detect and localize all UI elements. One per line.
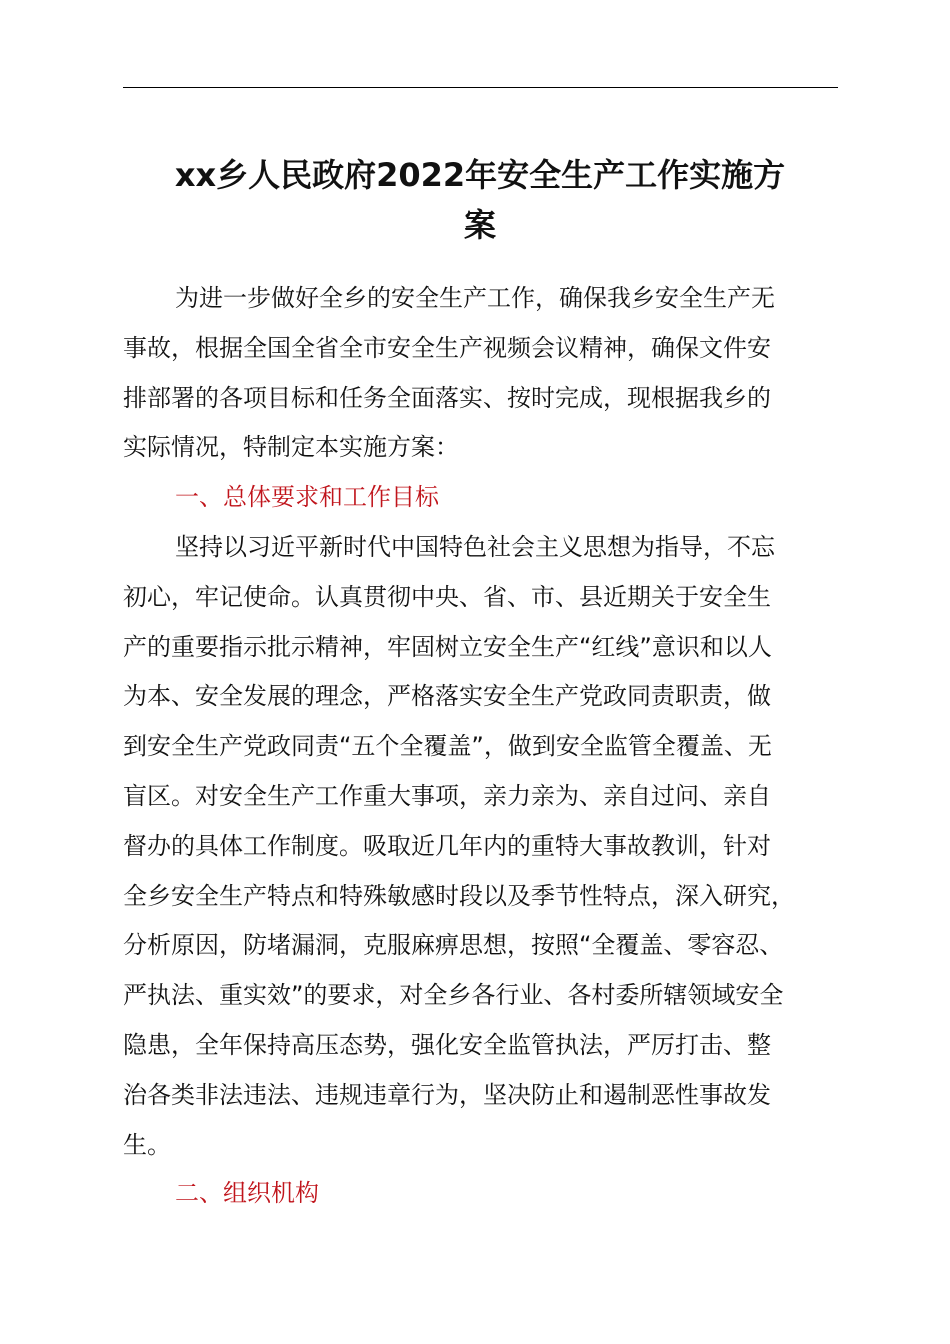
title-line: 案	[463, 206, 496, 244]
paragraph-line: 全乡安全生产特点和特殊敏感时段以及季节性特点，深入研究，	[123, 881, 795, 910]
paragraph-line: 事故，根据全国全省全市安全生产视频会议精神，确保文件安	[123, 333, 771, 362]
title-line: xx乡人民政府2022年安全生产工作实施方	[174, 156, 786, 194]
section-heading-1: 一、总体要求和工作目标	[175, 483, 439, 511]
paragraph-line: 分析原因，防堵漏洞，克服麻痹思想，按照“全覆盖、零容忍、	[123, 931, 784, 960]
paragraph-line: 盲区。对安全生产工作重大事项，亲力亲为、亲自过问、亲自	[123, 781, 771, 810]
paragraph-line: 排部署的各项目标和任务全面落实、按时完成，现根据我乡的	[123, 383, 771, 412]
paragraph-line: 为本、安全发展的理念，严格落实安全生产党政同责职责，做	[123, 682, 771, 711]
paragraph-line: 生。	[123, 1130, 171, 1159]
paragraph-line: 治各类非法违法、违规违章行为，坚决防止和遏制恶性事故发	[123, 1080, 771, 1109]
section1-paragraph	[123, 523, 838, 1170]
paragraph-line: 到安全生产党政同责“五个全覆盖”，做到安全监管全覆盖、无	[123, 732, 772, 761]
intro-paragraph	[123, 274, 838, 473]
paragraph-line: 实际情况，特制定本实施方案：	[123, 433, 459, 462]
section-heading-2: 二、组织机构	[175, 1179, 319, 1207]
paragraph-line: 产的重要指示批示精神，牢固树立安全生产“红线”意识和以人	[123, 632, 772, 661]
paragraph-line: 隐患，全年保持高压态势，强化安全监管执法，严厉打击、整	[123, 1030, 771, 1059]
paragraph-line: 严执法、重实效”的要求，对全乡各行业、各村委所辖领域安全	[123, 981, 784, 1010]
document-title	[100, 150, 860, 250]
paragraph-line: 初心，牢记使命。认真贯彻中央、省、市、县近期关于安全生	[123, 582, 771, 611]
paragraph-line: 坚持以习近平新时代中国特色社会主义思想为指导，不忘	[175, 533, 775, 561]
paragraph-line: 为进一步做好全乡的安全生产工作，确保我乡安全生产无	[175, 284, 775, 312]
header-rule	[123, 87, 838, 88]
paragraph-line: 督办的具体工作制度。吸取近几年内的重特大事故教训，针对	[123, 831, 771, 860]
